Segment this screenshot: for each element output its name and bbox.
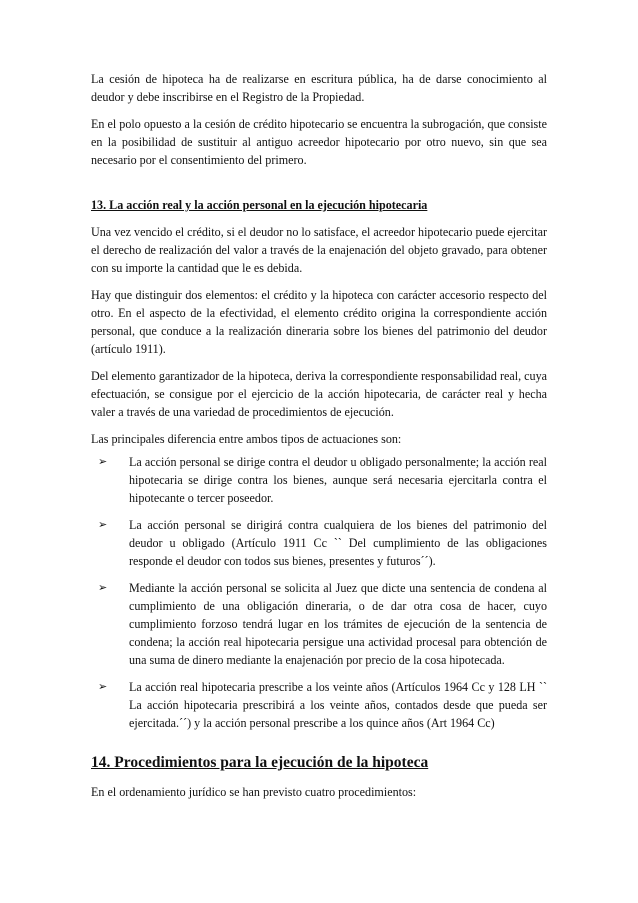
paragraph: En el ordenamiento jurídico se han previsto cuatro procedimientos: <box>91 785 417 799</box>
list-item <box>91 453 547 507</box>
arrow-bullet-icon: ➢ <box>98 455 108 468</box>
list-item <box>91 678 547 732</box>
list-item <box>91 516 547 570</box>
list-item-text: La acción real hipotecaria prescribe a los veinte años (Artículos 1964 Cc y 128 LH `` La acción hipotecaria prescribirá a los veinte años, contados desde que pueda ser ejercitada.´´) y la acción personal prescribe a los quince años (Art 1964 Cc) <box>129 680 547 730</box>
arrow-bullet-icon: ➢ <box>98 581 108 594</box>
list-item-text: Mediante la acción personal se solicita al Juez que dicte una sentencia de condena al cumplimiento de una obligación dineraria, o de dar otra cosa de hacer, cuyo cumplimiento forzoso tendrá lugar en los trámites de ejecución de la sentencia de condena; la acción real hipotecaria persigue una actividad procesal para obtención de una suma de dinero mediante la enajenación por precio de la cosa hipotecada. <box>129 581 547 667</box>
section-heading-14: 14. Procedimientos para la ejecución de la hipoteca <box>91 754 429 771</box>
list-item-text: La acción personal se dirigirá contra cualquiera de los bienes del patrimonio del deudor u obligado (Artículo 1911 Cc `` Del cumplimiento de las obligaciones responde el deudor con todos sus bienes, presentes y futuros´´). <box>129 518 547 568</box>
paragraph: Una vez vencido el crédito, si el deudor no lo satisface, el acreedor hipotecario puede ejercitar el derecho de realización del valor a través de la enajenación del objeto gravado, para obtener con su importe la cantidad que le es debida. <box>91 225 547 275</box>
list-item <box>91 579 547 669</box>
document-body <box>91 70 547 801</box>
arrow-bullet-icon: ➢ <box>98 518 108 531</box>
paragraph: Del elemento garantizador de la hipoteca, deriva la correspondiente responsabilidad real, cuya efectuación, se consigue por el ejercicio de la acción hipotecaria, de carácter real y hecha valer a través de una variedad de procedimientos de ejecución. <box>91 369 547 419</box>
differences-list <box>91 453 547 732</box>
paragraph: En el polo opuesto a la cesión de crédito hipotecario se encuentra la subrogación, que consiste en la posibilidad de sustituir al antiguo acreedor hipotecario por otro nuevo, sin que sea necesario por el consentimiento del primero. <box>91 117 547 167</box>
section-heading-13: 13. La acción real y la acción personal en la ejecución hipotecaria <box>91 198 428 212</box>
paragraph: Las principales diferencia entre ambos tipos de actuaciones son: <box>91 432 402 446</box>
arrow-bullet-icon: ➢ <box>98 680 108 693</box>
list-item-text: La acción personal se dirige contra el deudor u obligado personalmente; la acción real hipotecaria se dirige contra los bienes, aunque será necesaria ejercitarla contra el hipotecante o tercer poseedor. <box>129 455 547 505</box>
paragraph: Hay que distinguir dos elementos: el crédito y la hipoteca con carácter accesorio respecto del otro. En el aspecto de la efectividad, el elemento crédito origina la correspondiente acción personal, que conduce a la realización dineraria sobre los bienes del patrimonio del deudor (artículo 1911). <box>91 288 547 356</box>
paragraph: La cesión de hipoteca ha de realizarse en escritura pública, ha de darse conocimiento al deudor y debe inscribirse en el Registro de la Propiedad. <box>91 72 547 104</box>
